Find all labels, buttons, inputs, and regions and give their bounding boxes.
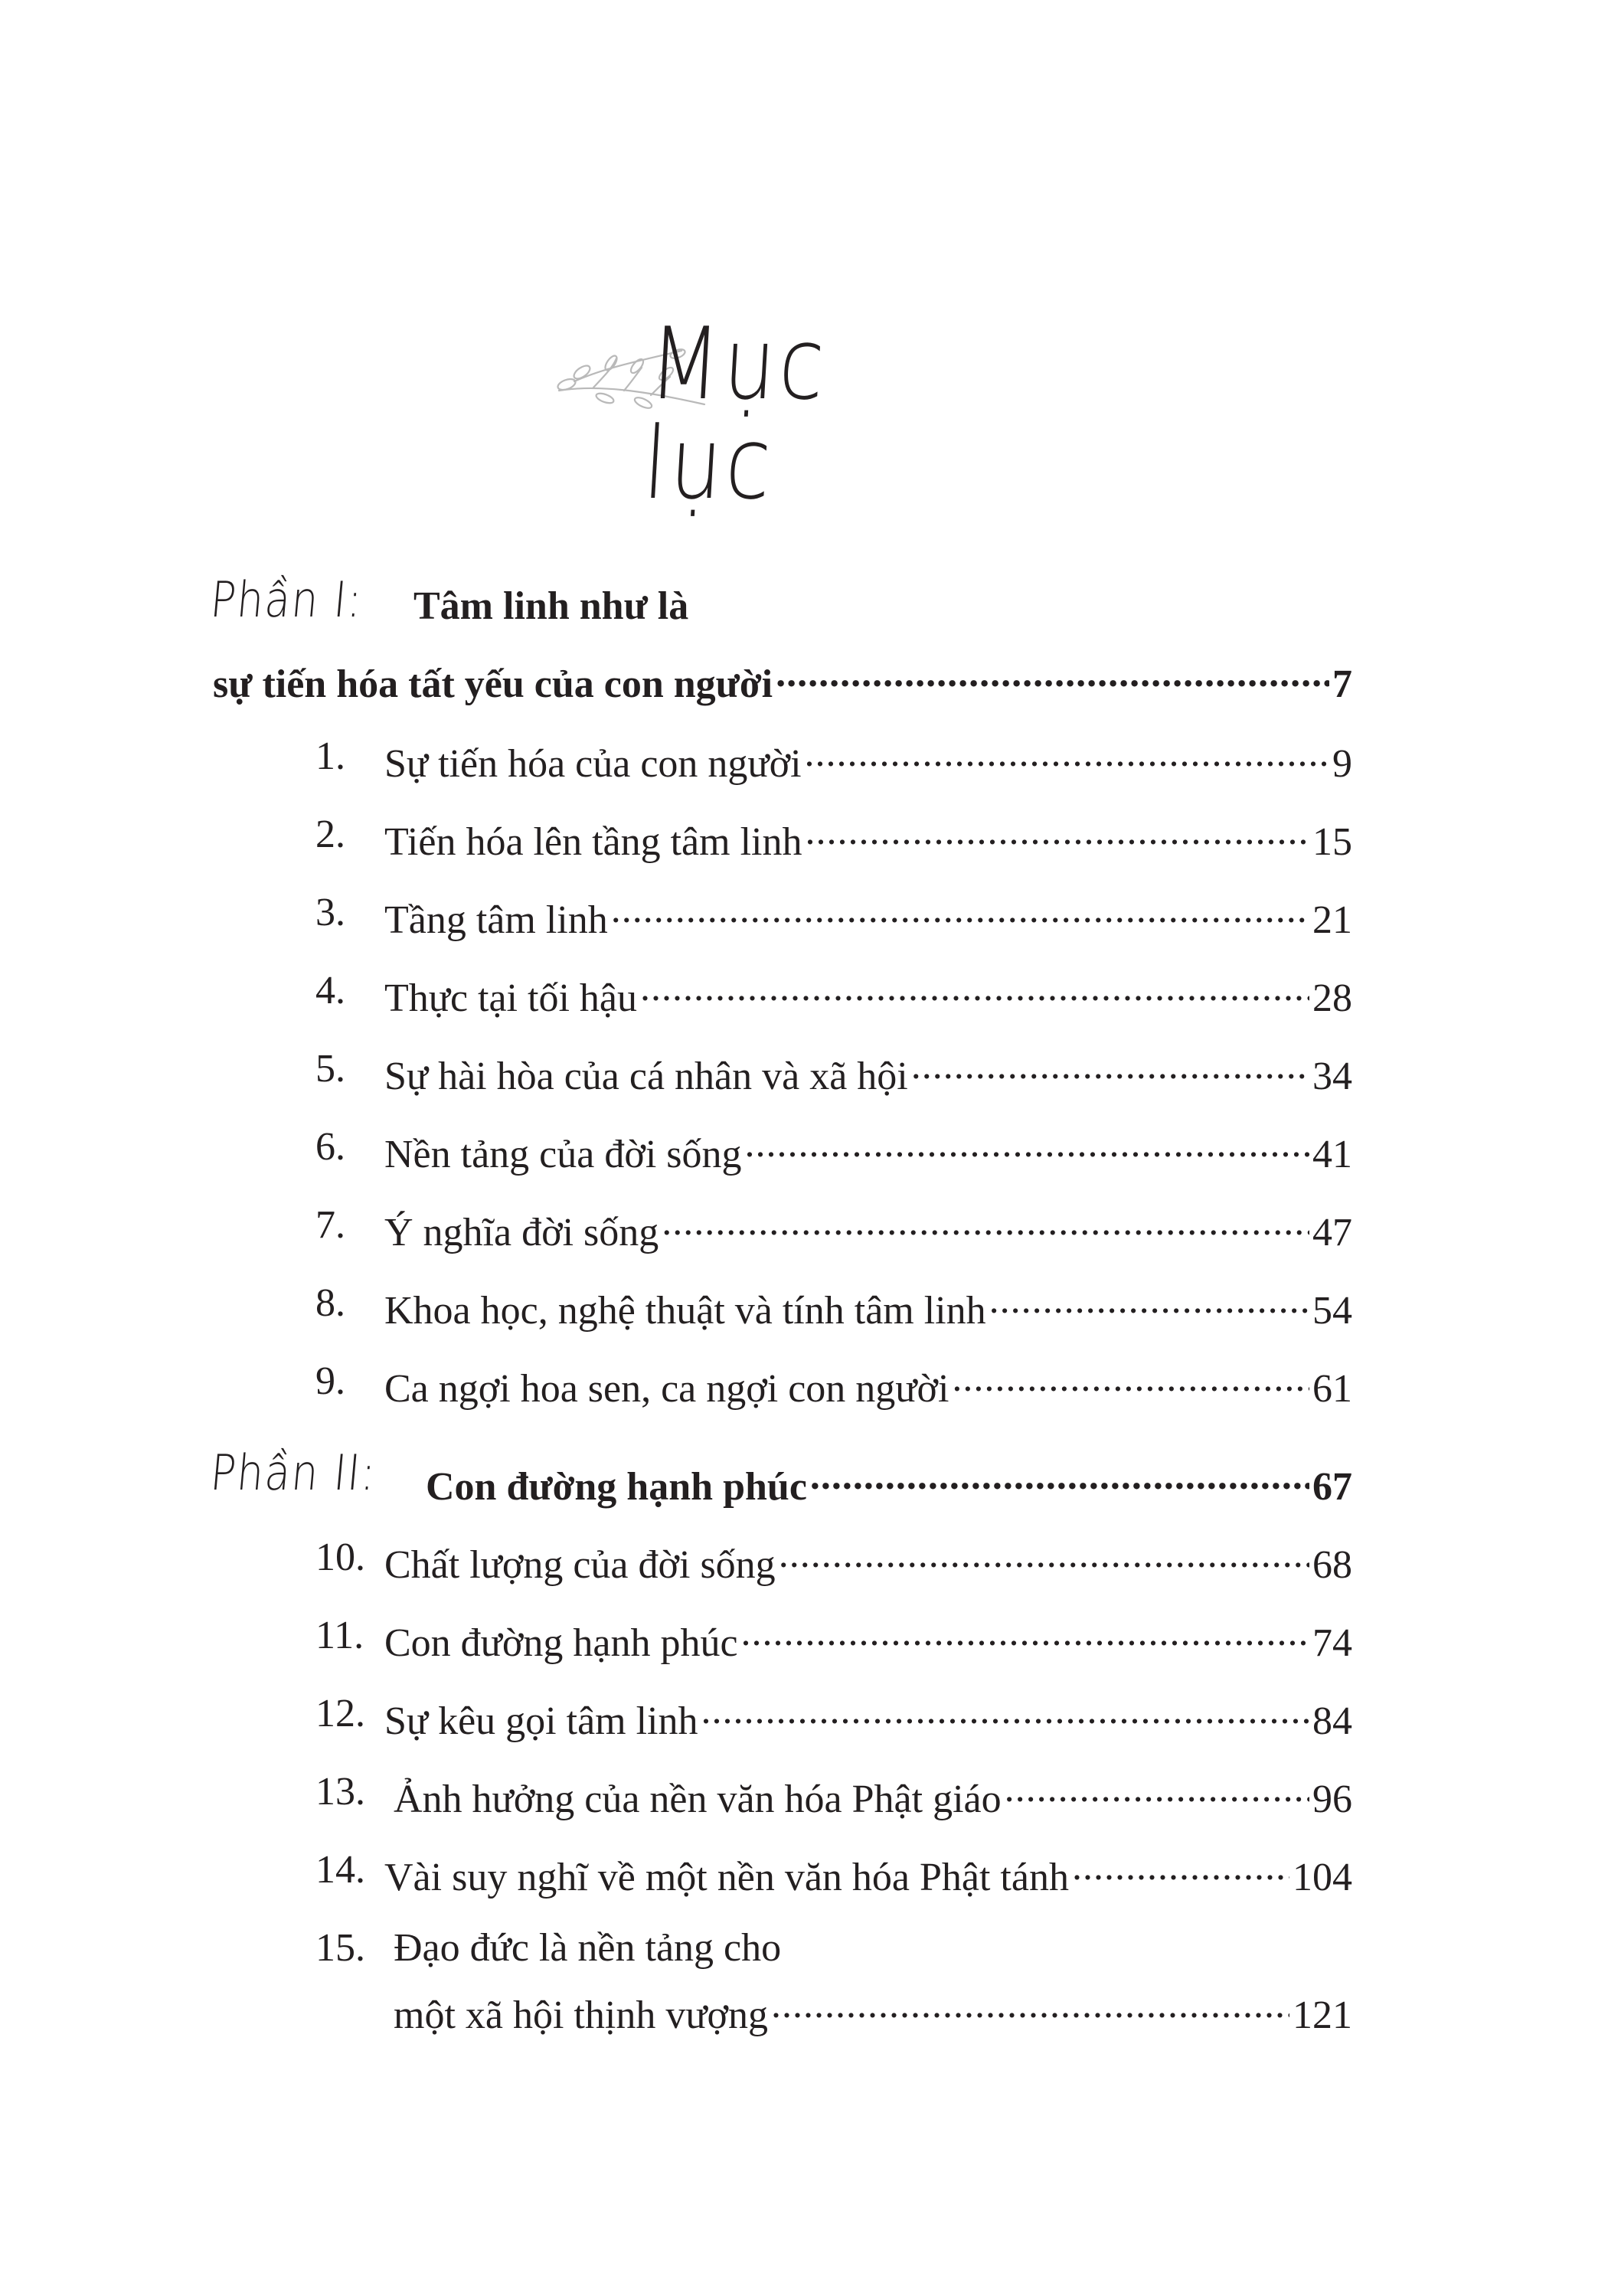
part-1-title-line2: sự tiến hóa tất yếu của con người bbox=[213, 662, 773, 706]
chapter-number: 8. bbox=[315, 1281, 345, 1325]
chapter-title: Khoa học, nghệ thuật và tính tâm linh bbox=[384, 1289, 986, 1333]
leader-dots bbox=[662, 1205, 1309, 1245]
toc-entry[interactable] bbox=[384, 971, 1352, 1019]
leader-dots bbox=[611, 893, 1309, 933]
part-1-entry[interactable] bbox=[213, 657, 1352, 705]
toc-entry[interactable] bbox=[384, 1694, 1352, 1742]
chapter-number: 1. bbox=[315, 734, 345, 778]
chapter-title: Ảnh hưởng của nền văn hóa Phật giáo bbox=[394, 1778, 1002, 1821]
chapter-number: 12. bbox=[315, 1692, 365, 1735]
leader-dots bbox=[779, 1538, 1309, 1578]
chapter-title: Vài suy nghĩ về một nền văn hóa Phật tánh bbox=[384, 1856, 1069, 1899]
chapter-page: 41 bbox=[1312, 1133, 1352, 1176]
chapter-number: 11. bbox=[315, 1614, 364, 1657]
leader-dots bbox=[701, 1694, 1310, 1734]
chapter-title: Tiến hóa lên tầng tâm linh bbox=[384, 820, 802, 864]
chapter-number: 2. bbox=[315, 813, 345, 856]
part-1-label: Phần I: bbox=[208, 572, 366, 629]
chapter-page: 47 bbox=[1312, 1211, 1352, 1254]
toc-entry[interactable] bbox=[384, 1205, 1352, 1253]
chapter-number: 4. bbox=[315, 969, 345, 1012]
leader-dots bbox=[810, 1460, 1309, 1500]
leader-dots bbox=[989, 1284, 1309, 1323]
chapter-page: 9 bbox=[1332, 742, 1352, 786]
chapter-title-line1 bbox=[394, 1928, 781, 1968]
chapter-number: 5. bbox=[315, 1047, 345, 1091]
title-block bbox=[551, 306, 980, 522]
chapter-title: Nền tảng của đời sống bbox=[384, 1133, 742, 1176]
toc-entry[interactable] bbox=[384, 1538, 1352, 1585]
chapter-number: 3. bbox=[315, 891, 345, 934]
leader-dots bbox=[745, 1127, 1309, 1167]
chapter-number: 6. bbox=[315, 1125, 345, 1169]
leader-dots bbox=[911, 1049, 1309, 1089]
chapter-page: 15 bbox=[1312, 820, 1352, 864]
part-2-label: Phần II: bbox=[208, 1445, 379, 1502]
leader-dots bbox=[805, 815, 1309, 855]
chapter-page: 74 bbox=[1312, 1621, 1352, 1665]
chapter-page: 54 bbox=[1312, 1289, 1352, 1333]
chapter-title: Con đường hạnh phúc bbox=[384, 1621, 738, 1665]
chapter-title: Sự tiến hóa của con người bbox=[384, 742, 802, 786]
part-1-title-text: Tâm linh như là bbox=[413, 584, 689, 628]
toc-entry[interactable] bbox=[384, 1362, 1352, 1409]
part-2-title: Con đường hạnh phúc bbox=[426, 1465, 807, 1509]
leader-dots bbox=[741, 1616, 1309, 1656]
chapter-page: 104 bbox=[1293, 1856, 1352, 1899]
chapter-title-line2: một xã hội thịnh vượng bbox=[394, 1993, 768, 2037]
toc-entry[interactable] bbox=[384, 893, 1352, 940]
part-1-title-line1 bbox=[413, 584, 689, 628]
chapter-page: 61 bbox=[1312, 1367, 1352, 1411]
toc-entry[interactable] bbox=[384, 1049, 1352, 1097]
chapter-title: Ý nghĩa đời sống bbox=[384, 1211, 659, 1254]
chapter-page: 121 bbox=[1293, 1993, 1352, 2037]
chapter-title: Tầng tâm linh bbox=[384, 898, 608, 942]
chapter-number: 7. bbox=[315, 1203, 345, 1247]
toc-entry[interactable] bbox=[394, 1772, 1352, 1820]
part-1-page: 7 bbox=[1332, 662, 1352, 706]
toc-entry[interactable] bbox=[394, 1988, 1352, 2036]
chapter-number: 15. bbox=[315, 1926, 365, 1970]
chapter-number: 14. bbox=[315, 1848, 365, 1892]
part-2-page: 67 bbox=[1312, 1465, 1352, 1509]
toc-entry[interactable] bbox=[384, 1850, 1352, 1898]
leader-dots bbox=[952, 1362, 1309, 1401]
chapter-title: Đạo đức là nền tảng cho bbox=[394, 1926, 782, 1970]
chapter-title: Sự kêu gọi tâm linh bbox=[384, 1699, 698, 1743]
toc-entry[interactable] bbox=[384, 1616, 1352, 1663]
leader-dots bbox=[805, 737, 1329, 777]
toc-entry[interactable] bbox=[384, 815, 1352, 862]
chapter-page: 96 bbox=[1312, 1778, 1352, 1821]
leader-dots bbox=[640, 971, 1309, 1011]
leader-dots bbox=[1005, 1772, 1309, 1812]
chapter-number: 13. bbox=[315, 1770, 365, 1814]
chapter-page: 34 bbox=[1312, 1055, 1352, 1098]
leader-dots bbox=[776, 657, 1329, 697]
chapter-page: 28 bbox=[1312, 976, 1352, 1020]
chapter-title: Thực tại tối hậu bbox=[384, 976, 637, 1020]
chapter-number: 9. bbox=[315, 1359, 345, 1403]
chapter-page: 84 bbox=[1312, 1699, 1352, 1743]
toc-entry[interactable] bbox=[384, 737, 1352, 784]
toc-entry[interactable] bbox=[384, 1127, 1352, 1175]
leader-dots bbox=[1072, 1850, 1289, 1890]
chapter-page: 68 bbox=[1312, 1543, 1352, 1587]
chapter-title: Ca ngợi hoa sen, ca ngợi con người bbox=[384, 1367, 949, 1411]
chapter-page: 21 bbox=[1312, 898, 1352, 942]
chapter-title: Chất lượng của đời sống bbox=[384, 1543, 776, 1587]
chapter-number: 10. bbox=[315, 1536, 365, 1579]
page-title: Mục lục bbox=[640, 306, 832, 522]
part-2-entry[interactable] bbox=[426, 1460, 1352, 1507]
toc-entry[interactable] bbox=[384, 1284, 1352, 1331]
leader-dots bbox=[771, 1988, 1289, 2028]
chapter-title: Sự hài hòa của cá nhân và xã hội bbox=[384, 1055, 908, 1098]
